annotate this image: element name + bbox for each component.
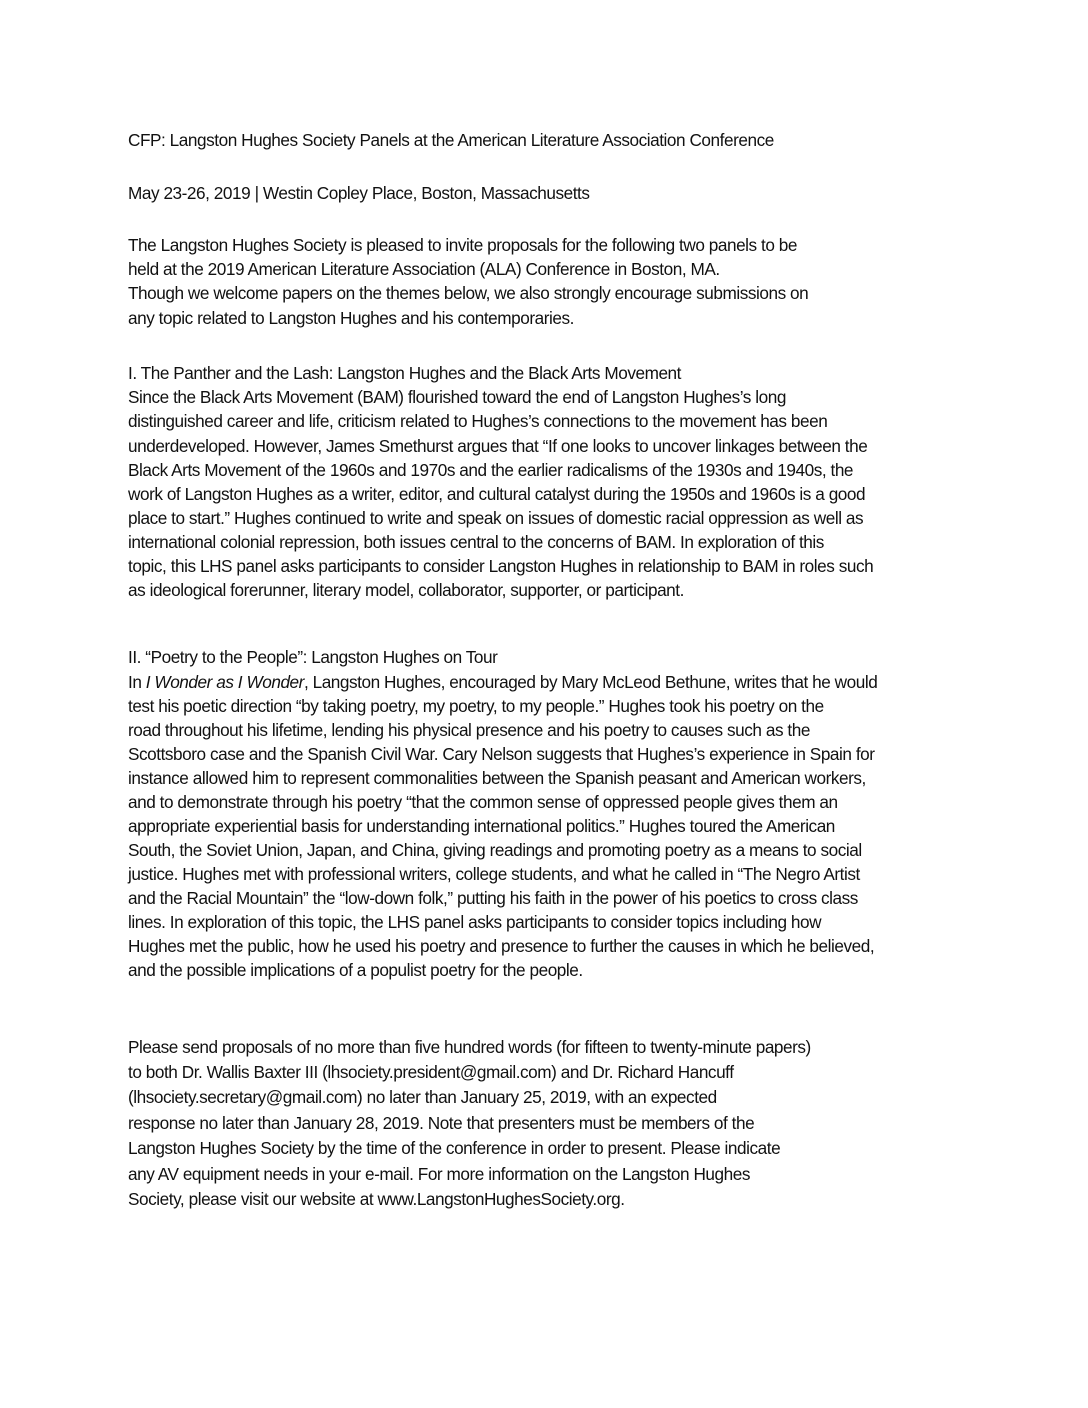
section-2-line: and the Racial Mountain” the “low-down folk,” putting his faith in the power of his poetics to cross class — [128, 888, 858, 908]
intro-line: The Langston Hughes Society is pleased to invite proposals for the following two panels to be — [128, 235, 797, 255]
section-1-line: topic, this LHS panel asks participants to consider Langston Hughes in relationship to BAM in roles such — [128, 556, 874, 576]
section-1-line: work of Langston Hughes as a writer, editor, and cultural catalyst during the 1950s and 1960s is a good — [128, 484, 866, 504]
section-2-line: test his poetic direction “by taking poetry, my poetry, to my people.” Hughes took his poetry on the — [128, 696, 824, 716]
section-2-line: Hughes met the public, how he used his poetry and presence to further the causes in which he believed, — [128, 936, 875, 956]
section-2-line: and to demonstrate through his poetry “that the common sense of oppressed people gives them an — [128, 792, 838, 812]
submission-line: to both Dr. Wallis Baxter III (lhsociety.president@gmail.com) and Dr. Richard Hancuff — [128, 1062, 734, 1082]
text: , Langston Hughes, encouraged by Mary McLeod Bethune, writes that he would — [303, 672, 878, 692]
section-1-line: place to start.” Hughes continued to write and speak on issues of domestic racial oppression as well as — [128, 508, 864, 528]
section-2-line: road throughout his lifetime, lending his physical presence and his poetry to causes such as the — [128, 720, 810, 740]
section-2-line: appropriate experiential basis for understanding international politics.” Hughes toured the American — [128, 816, 835, 836]
section-2-line: and the possible implications of a populist poetry for the people. — [128, 960, 583, 980]
text: In — [128, 672, 146, 692]
section-2-line: South, the Soviet Union, Japan, and China, giving readings and promoting poetry as a means to social — [128, 840, 862, 860]
section-1-line: Since the Black Arts Movement (BAM) flourished toward the end of Langston Hughes’s long — [128, 387, 786, 407]
section-1-heading: I. The Panther and the Lash: Langston Hughes and the Black Arts Movement — [128, 363, 681, 383]
submission-line: (lhsociety.secretary@gmail.com) no later than January 25, 2019, with an expected — [128, 1087, 717, 1107]
section-1-line: distinguished career and life, criticism related to Hughes’s connections to the movement has been — [128, 411, 828, 431]
document-title: CFP: Langston Hughes Society Panels at the American Literature Association Conference — [128, 130, 774, 150]
section-1-line: as ideological forerunner, literary model, collaborator, supporter, or participant. — [128, 580, 684, 600]
section-1-line: Black Arts Movement of the 1960s and 1970s and the earlier radicalisms of the 1930s and 1940s, the — [128, 460, 854, 480]
section-2-heading: II. “Poetry to the People”: Langston Hughes on Tour — [128, 647, 498, 667]
submission-line: any AV equipment needs in your e-mail. For more information on the Langston Hughes — [128, 1164, 751, 1184]
intro-line: any topic related to Langston Hughes and his contemporaries. — [128, 308, 574, 328]
section-1-line: underdeveloped. However, James Smethurst argues that “If one looks to uncover linkages between the — [128, 436, 868, 456]
intro-line: Though we welcome papers on the themes below, we also strongly encourage submissions on — [128, 283, 809, 303]
event-dateline: May 23-26, 2019 | Westin Copley Place, Boston, Massachusetts — [128, 183, 590, 203]
submission-line: response no later than January 28, 2019. Note that presenters must be members of the — [128, 1113, 755, 1133]
book-title: I Wonder as I Wonder — [145, 672, 304, 692]
submission-line: Please send proposals of no more than five hundred words (for fifteen to twenty-minute papers) — [128, 1037, 811, 1057]
submission-line: Society, please visit our website at www.LangstonHughesSociety.org. — [128, 1189, 625, 1209]
submission-line: Langston Hughes Society by the time of the conference in order to present. Please indicate — [128, 1138, 781, 1158]
intro-line: held at the 2019 American Literature Association (ALA) Conference in Boston, MA. — [128, 259, 720, 279]
section-2-line: lines. In exploration of this topic, the LHS panel asks participants to consider topics including how — [128, 912, 822, 932]
section-2-line: instance allowed him to represent commonalities between the Spanish peasant and American workers, — [128, 768, 866, 788]
section-2-line: justice. Hughes met with professional writers, college students, and what he called in “The Negro Artist — [128, 864, 860, 884]
section-2-line: Scottsboro case and the Spanish Civil War. Cary Nelson suggests that Hughes’s experience in Spain for — [128, 744, 875, 764]
section-1-line: international colonial repression, both issues central to the concerns of BAM. In exploration of this — [128, 532, 824, 552]
section-2-first-line — [128, 670, 877, 694]
